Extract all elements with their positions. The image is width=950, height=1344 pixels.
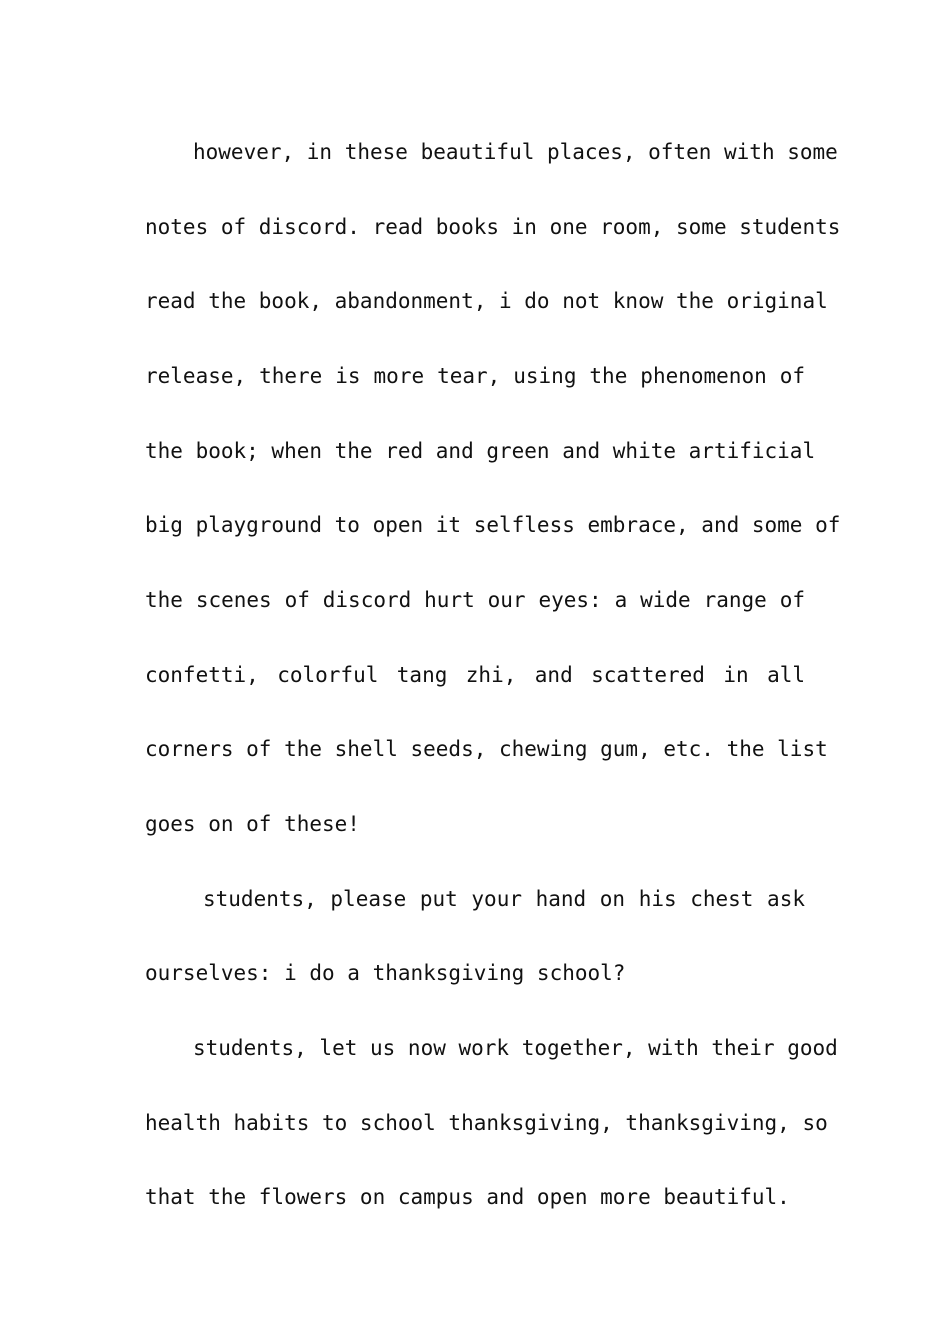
text-line: health habits to school thanksgiving, thanksgiving, so bbox=[145, 1111, 828, 1135]
text-line: however, in these beautiful places, often with some bbox=[193, 140, 838, 164]
text-line: goes on of these! bbox=[145, 812, 360, 836]
text-line: that the flowers on campus and open more beautiful. bbox=[145, 1185, 790, 1209]
text-line: the scenes of discord hurt our eyes: a wide range of bbox=[145, 588, 805, 612]
text-line: big playground to open it selfless embrace, and some of bbox=[145, 513, 841, 537]
text-line: release, there is more tear, using the phenomenon of bbox=[145, 364, 805, 388]
text-line: the book; when the red and green and white artificial bbox=[145, 439, 816, 463]
text-line: confetti, colorful tang zhi, and scattered in all bbox=[145, 663, 805, 687]
text-line: ourselves: i do a thanksgiving school? bbox=[145, 961, 626, 985]
text-line: students, let us now work together, with their good bbox=[193, 1036, 838, 1060]
text-line: notes of discord. read books in one room, some students bbox=[145, 215, 841, 239]
text-line: students, please put your hand on his chest ask bbox=[203, 887, 805, 911]
text-line: read the book, abandonment, i do not know the original bbox=[145, 289, 828, 313]
text-line: corners of the shell seeds, chewing gum, etc. the list bbox=[145, 737, 828, 761]
